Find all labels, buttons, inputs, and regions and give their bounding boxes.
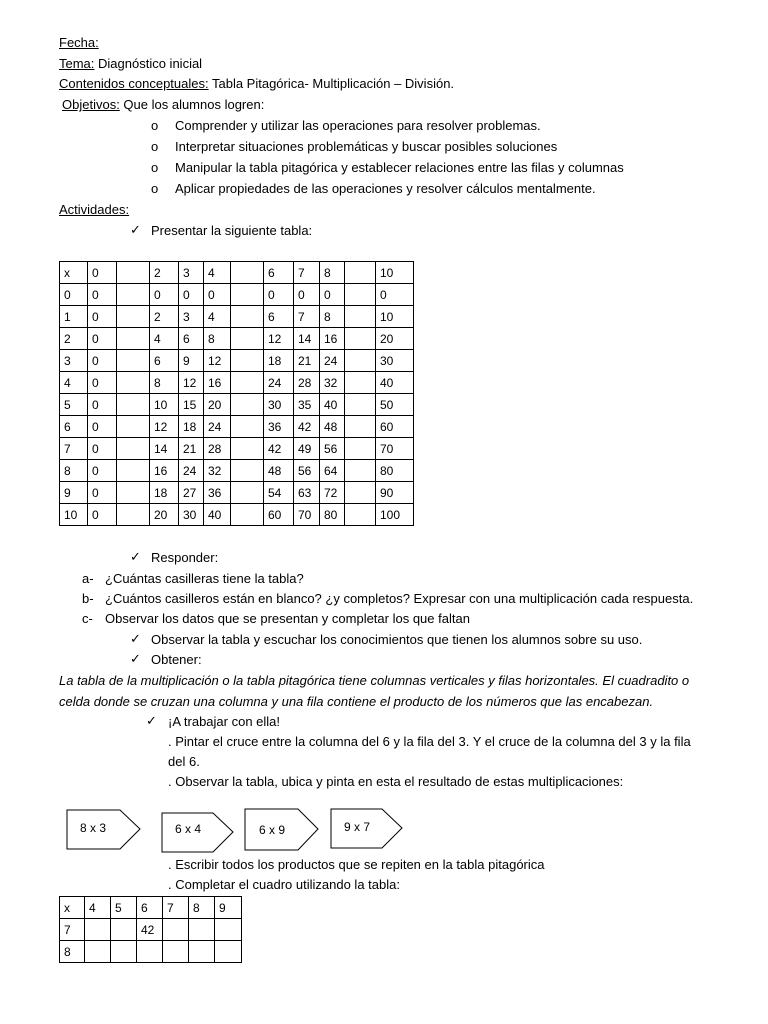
table-cell: 32 (204, 460, 231, 482)
table-cell: 56 (294, 460, 320, 482)
table-cell: 7 (60, 919, 85, 941)
table-cell: 8 (150, 372, 179, 394)
table-cell: 0 (179, 284, 204, 306)
table-cell: 8 (320, 306, 345, 328)
table-cell: 0 (376, 284, 414, 306)
present-table-text: Presentar la siguiente tabla: (151, 223, 313, 238)
table-cell: 42 (264, 438, 294, 460)
question-text: ¿Cuántas casilleras tiene la tabla? (105, 571, 304, 586)
trabajar-text: ¡A trabajar con ella! (168, 714, 281, 729)
question-marker: a- (82, 571, 94, 586)
checkmark-icon: ✓ (130, 631, 141, 646)
table-cell: 8 (204, 328, 231, 350)
table-cell: 4 (204, 262, 231, 284)
table-row (60, 897, 242, 919)
completar-text: . Completar el cuadro utilizando la tabla: (168, 877, 400, 892)
question-text: ¿Cuántos casilleros están en blanco? ¿y completos? Expresar con una multiplicación cada respuesta. (105, 591, 694, 606)
table-cell (117, 460, 150, 482)
table-cell: 8 (60, 941, 85, 963)
table-cell: 5 (111, 897, 137, 919)
table-cell: 0 (88, 482, 117, 504)
table-cell: 6 (264, 306, 294, 328)
table-cell (345, 416, 376, 438)
question-text: Observar los datos que se presentan y completar los que faltan (105, 611, 470, 626)
table-cell: 24 (264, 372, 294, 394)
checkmark-icon: ✓ (130, 549, 141, 564)
table-row (60, 372, 414, 394)
table-cell: 18 (264, 350, 294, 372)
checkmark-icon: ✓ (130, 222, 141, 237)
table-cell: 21 (294, 350, 320, 372)
table-cell: 40 (320, 394, 345, 416)
table-row (60, 919, 242, 941)
contenidos-line (59, 76, 454, 92)
table-cell (189, 941, 215, 963)
table-cell: 0 (88, 350, 117, 372)
table-cell: 12 (150, 416, 179, 438)
table-cell: 9 (60, 482, 88, 504)
table-cell: 16 (150, 460, 179, 482)
table-cell: 10 (150, 394, 179, 416)
ubicar-text: . Observar la tabla, ubica y pinta en esta el resultado de estas multiplicaciones: (168, 774, 624, 789)
bullet-icon: o (151, 139, 159, 154)
table-cell (345, 372, 376, 394)
table-cell: x (60, 262, 88, 284)
table-cell (345, 504, 376, 526)
table-cell: 48 (264, 460, 294, 482)
table-cell: 20 (150, 504, 179, 526)
table-cell: 80 (376, 460, 414, 482)
table-cell: 6 (264, 262, 294, 284)
completion-table (59, 896, 242, 963)
table-row (60, 482, 414, 504)
table-cell (231, 416, 264, 438)
table-cell: 4 (60, 372, 88, 394)
table-cell: 5 (60, 394, 88, 416)
question-marker: b- (82, 591, 94, 606)
table-row (60, 416, 414, 438)
table-cell (117, 328, 150, 350)
table-cell: 7 (163, 897, 189, 919)
multiplication-box (66, 809, 142, 851)
table-cell (189, 919, 215, 941)
table-cell (345, 350, 376, 372)
table-cell: 54 (264, 482, 294, 504)
table-cell: 2 (60, 328, 88, 350)
table-cell (117, 438, 150, 460)
table-cell: 4 (204, 306, 231, 328)
table-cell: 20 (204, 394, 231, 416)
objective-item: Comprender y utilizar las operaciones para resolver problemas. (175, 118, 541, 133)
table-cell (215, 941, 242, 963)
table-cell (345, 284, 376, 306)
table-cell: 90 (376, 482, 414, 504)
table-row (60, 460, 414, 482)
table-cell: 0 (320, 284, 345, 306)
multiplication-label: 6 x 9 (259, 823, 286, 837)
escribir-text: . Escribir todos los productos que se repiten en la tabla pitagórica (168, 857, 545, 872)
table-cell (345, 306, 376, 328)
table-cell (117, 262, 150, 284)
table-cell: 60 (376, 416, 414, 438)
responder-text: Responder: (151, 550, 219, 565)
table-cell: 10 (376, 306, 414, 328)
table-cell (345, 262, 376, 284)
objetivos-value: Que los alumnos logren: (119, 97, 265, 112)
pythagorean-table (59, 261, 414, 526)
multiplication-label: 6 x 4 (175, 822, 202, 836)
table-cell (117, 372, 150, 394)
table-cell: 3 (179, 262, 204, 284)
table-cell: 8 (189, 897, 215, 919)
table-cell: 7 (294, 262, 320, 284)
table-cell (111, 919, 137, 941)
table-cell: 56 (320, 438, 345, 460)
table-cell (117, 394, 150, 416)
table-cell (163, 941, 189, 963)
table-cell: 63 (294, 482, 320, 504)
table-cell: 0 (60, 284, 88, 306)
objective-item: Interpretar situaciones problemáticas y buscar posibles soluciones (175, 139, 558, 154)
table-row (60, 284, 414, 306)
table-cell (117, 284, 150, 306)
table-cell (111, 941, 137, 963)
table-cell (345, 328, 376, 350)
table-cell (231, 284, 264, 306)
table-cell: 18 (179, 416, 204, 438)
fecha-label: Fecha: (59, 35, 99, 50)
table-cell: 8 (60, 460, 88, 482)
objective-item: Aplicar propiedades de las operaciones y resolver cálculos mentalmente. (175, 181, 596, 196)
multiplication-box (244, 808, 320, 852)
table-cell: 12 (179, 372, 204, 394)
multiplication-label: 8 x 3 (80, 821, 107, 835)
table-cell (345, 438, 376, 460)
table-cell: 16 (204, 372, 231, 394)
table-cell (231, 328, 264, 350)
table-cell: 3 (179, 306, 204, 328)
table-cell: 36 (204, 482, 231, 504)
table-cell (231, 482, 264, 504)
table-row (60, 504, 414, 526)
table-cell (85, 941, 111, 963)
table-cell (231, 394, 264, 416)
pintar-continuation: del 6. (168, 754, 200, 769)
table-cell: 10 (376, 262, 414, 284)
table-cell: 6 (137, 897, 163, 919)
table-cell: 0 (204, 284, 231, 306)
multiplication-box (330, 808, 404, 850)
table-cell: 50 (376, 394, 414, 416)
table-cell (231, 350, 264, 372)
table-cell: 0 (264, 284, 294, 306)
table-cell: 28 (204, 438, 231, 460)
tema-value: Diagnóstico inicial (94, 56, 203, 71)
table-cell (231, 262, 264, 284)
table-cell: 16 (320, 328, 345, 350)
table-cell: 60 (264, 504, 294, 526)
table-cell: 0 (150, 284, 179, 306)
checkmark-icon: ✓ (130, 651, 141, 666)
table-cell: 30 (376, 350, 414, 372)
table-row (60, 438, 414, 460)
table-cell: 80 (320, 504, 345, 526)
table-cell (231, 438, 264, 460)
table-row (60, 941, 242, 963)
table-cell: 70 (294, 504, 320, 526)
table-cell: 6 (150, 350, 179, 372)
bullet-icon: o (151, 160, 159, 175)
obtener-text: Obtener: (151, 652, 202, 667)
table-cell: 7 (60, 438, 88, 460)
table-cell (163, 919, 189, 941)
table-cell (231, 372, 264, 394)
table-cell: 9 (179, 350, 204, 372)
table-cell: 6 (60, 416, 88, 438)
tema-label: Tema: (59, 56, 95, 71)
table-cell: 0 (88, 438, 117, 460)
table-cell: 14 (294, 328, 320, 350)
table-cell: 0 (88, 306, 117, 328)
table-cell: 27 (179, 482, 204, 504)
table-cell (345, 394, 376, 416)
definition-paragraph: La tabla de la multiplicación o la tabla pitagórica tiene columnas verticales y filas horizontales. El cuadradito o celda donde se cruzan una columna y una fila contiene el producto de los números que las encabezan. (59, 673, 690, 709)
objective-item: Manipular la tabla pitagórica y establecer relaciones entre las filas y columnas (175, 160, 624, 175)
table-cell (137, 941, 163, 963)
table-cell (117, 416, 150, 438)
table-cell: 4 (85, 897, 111, 919)
table-cell: 15 (179, 394, 204, 416)
contenidos-value: Tabla Pitagórica- Multiplicación – División. (208, 76, 455, 91)
table-cell: 30 (179, 504, 204, 526)
multiplication-box (161, 812, 235, 854)
contenidos-label: Contenidos conceptuales: (59, 76, 209, 91)
table-row (60, 394, 414, 416)
tema-line (59, 56, 202, 72)
table-cell: 18 (150, 482, 179, 504)
table-cell: 40 (204, 504, 231, 526)
objetivos-line (62, 97, 264, 113)
table-cell (85, 919, 111, 941)
table-cell: 1 (60, 306, 88, 328)
actividades-label: Actividades: (59, 202, 130, 217)
table-row (60, 350, 414, 372)
table-cell: x (60, 897, 85, 919)
table-cell: 72 (320, 482, 345, 504)
table-cell: 35 (294, 394, 320, 416)
bullet-icon: o (151, 118, 159, 133)
table-cell: 64 (320, 460, 345, 482)
table-cell: 40 (376, 372, 414, 394)
question-marker: c- (82, 611, 93, 626)
table-cell (345, 482, 376, 504)
table-cell: 3 (60, 350, 88, 372)
multiplication-label: 9 x 7 (344, 820, 371, 834)
table-cell: 8 (320, 262, 345, 284)
table-cell: 4 (150, 328, 179, 350)
table-cell: 100 (376, 504, 414, 526)
table-cell: 0 (88, 284, 117, 306)
table-cell: 70 (376, 438, 414, 460)
table-cell: 30 (264, 394, 294, 416)
table-cell: 12 (264, 328, 294, 350)
table-cell: 21 (179, 438, 204, 460)
pintar-text: . Pintar el cruce entre la columna del 6 y la fila del 3. Y el cruce de la columna del 3 y la fila (168, 734, 691, 749)
table-cell: 36 (264, 416, 294, 438)
table-cell (117, 350, 150, 372)
table-cell: 48 (320, 416, 345, 438)
table-cell: 7 (294, 306, 320, 328)
table-cell: 28 (294, 372, 320, 394)
table-cell: 0 (88, 416, 117, 438)
table-cell (117, 504, 150, 526)
table-cell: 6 (179, 328, 204, 350)
table-cell: 0 (88, 262, 117, 284)
table-cell: 49 (294, 438, 320, 460)
table-cell: 9 (215, 897, 242, 919)
table-cell: 14 (150, 438, 179, 460)
table-cell: 42 (137, 919, 163, 941)
observe-text: Observar la tabla y escuchar los conocimientos que tienen los alumnos sobre su uso. (151, 632, 643, 647)
table-cell: 2 (150, 306, 179, 328)
table-cell: 2 (150, 262, 179, 284)
table-cell: 12 (204, 350, 231, 372)
checkmark-icon: ✓ (146, 713, 157, 728)
bullet-icon: o (151, 181, 159, 196)
table-cell: 24 (320, 350, 345, 372)
table-cell (231, 306, 264, 328)
table-cell: 0 (88, 460, 117, 482)
table-row (60, 262, 414, 284)
table-cell: 20 (376, 328, 414, 350)
table-cell: 32 (320, 372, 345, 394)
table-row (60, 328, 414, 350)
objetivos-label: Objetivos: (62, 97, 120, 112)
table-cell: 42 (294, 416, 320, 438)
table-cell: 0 (88, 372, 117, 394)
table-cell (117, 306, 150, 328)
table-cell (231, 504, 264, 526)
table-cell: 10 (60, 504, 88, 526)
table-cell: 0 (88, 328, 117, 350)
table-cell (231, 460, 264, 482)
table-cell: 0 (88, 394, 117, 416)
table-cell: 24 (179, 460, 204, 482)
table-cell: 0 (88, 504, 117, 526)
table-cell (117, 482, 150, 504)
table-cell: 0 (294, 284, 320, 306)
table-cell: 24 (204, 416, 231, 438)
table-cell (215, 919, 242, 941)
table-row (60, 306, 414, 328)
table-cell (345, 460, 376, 482)
